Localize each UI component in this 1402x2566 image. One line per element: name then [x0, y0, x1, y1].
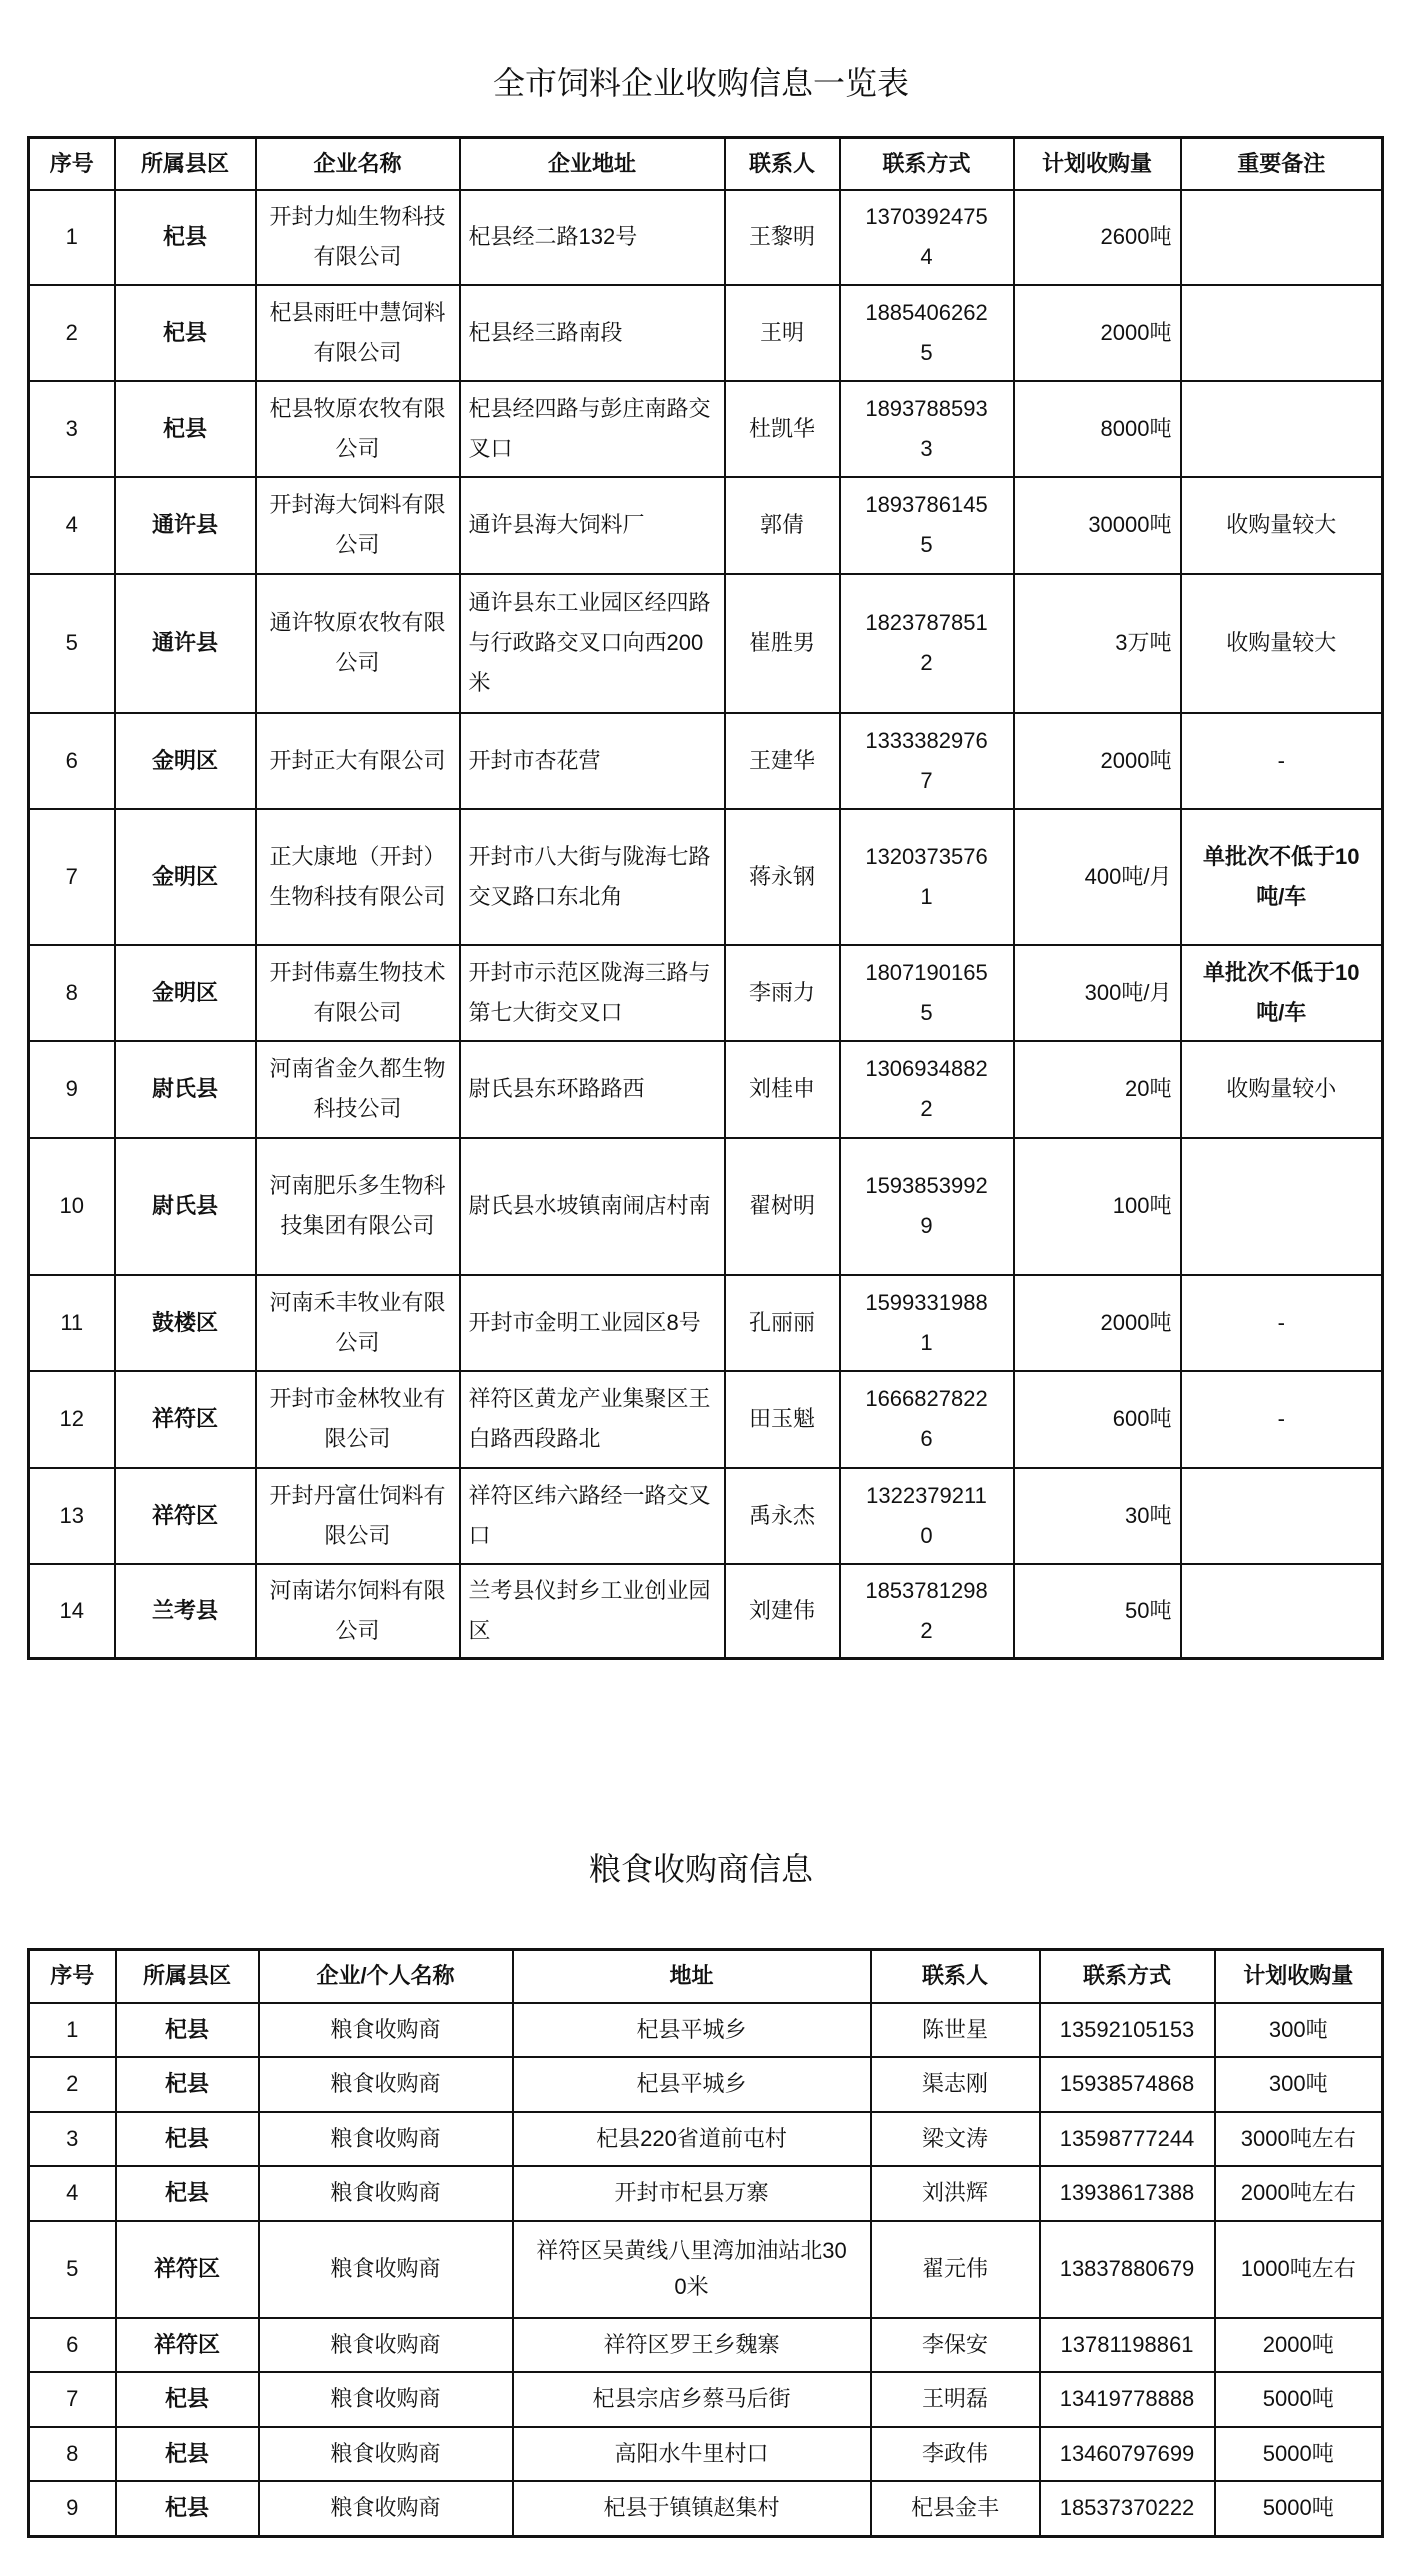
address-cell: 兰考县仪封乡工业创业园区 [460, 1564, 725, 1659]
contact-person-cell: 禹永杰 [725, 1468, 840, 1564]
phone-number: 18854062625 [865, 299, 988, 365]
row-number: 13 [29, 1468, 115, 1564]
address-cell: 杞县平城乡 [513, 2057, 871, 2112]
col-header: 序号 [29, 1950, 116, 2003]
address-cell: 通许县东工业园区经四路与行政路交叉口向西200米 [460, 574, 725, 713]
table-header-row [29, 1950, 1383, 2003]
company-name-cell: 开封伟嘉生物技术有限公司 [256, 945, 460, 1041]
phone-cell [840, 1138, 1014, 1275]
phone-number: 13069348822 [865, 1056, 988, 1121]
col-header: 计划收购量 [1215, 1950, 1383, 2003]
note-cell: 收购量较小 [1181, 1041, 1383, 1138]
buyer-name-cell: 粮食收购商 [259, 2112, 513, 2166]
phone-number: 18071901655 [865, 959, 988, 1025]
address-cell: 开封市杞县万寨 [513, 2166, 871, 2221]
phone-number: 18937885933 [865, 395, 988, 461]
phone-cell [840, 809, 1014, 945]
table-row [29, 190, 1383, 285]
note-cell: 单批次不低于10吨/车 [1181, 945, 1383, 1041]
row-number: 2 [29, 2057, 116, 2112]
company-name-cell: 开封正大有限公司 [256, 713, 460, 809]
company-name-cell: 杞县牧原农牧有限公司 [256, 381, 460, 477]
county-cell: 杞县 [115, 285, 256, 381]
row-number: 5 [29, 574, 115, 713]
phone-cell: 15938574868 [1040, 2057, 1215, 2112]
col-header: 企业/个人名称 [259, 1950, 513, 2003]
row-number: 7 [29, 809, 115, 945]
county-cell: 杞县 [116, 2112, 259, 2166]
planned-quantity-cell: 2000吨左右 [1215, 2166, 1383, 2221]
contact-person-cell: 王建华 [725, 713, 840, 809]
note-cell [1181, 1564, 1383, 1659]
phone-cell [840, 713, 1014, 809]
row-number: 10 [29, 1138, 115, 1275]
table-row [29, 285, 1383, 381]
contact-person-cell: 蒋永钢 [725, 809, 840, 945]
table-row [29, 2221, 1383, 2318]
contact-person-cell: 王明 [725, 285, 840, 381]
grain-table-title: 粮食收购商信息 [588, 1851, 813, 1887]
planned-quantity-cell: 300吨/月 [1014, 945, 1181, 1041]
row-number: 12 [29, 1371, 115, 1468]
table-row [29, 1468, 1383, 1564]
feed-enterprise-table [27, 136, 1384, 1660]
company-name-cell: 河南肥乐多生物科技集团有限公司 [256, 1138, 460, 1275]
county-cell: 杞县 [116, 2372, 259, 2427]
contact-person-cell: 李雨力 [725, 945, 840, 1041]
planned-quantity-cell: 2600吨 [1014, 190, 1181, 285]
note-cell [1181, 1468, 1383, 1564]
address-cell: 尉氏县水坡镇南闹店村南 [460, 1138, 725, 1275]
planned-quantity-cell: 50吨 [1014, 1564, 1181, 1659]
phone-cell: 18537370222 [1040, 2481, 1215, 2537]
row-number: 8 [29, 2427, 116, 2481]
contact-person-cell: 王明磊 [871, 2372, 1040, 2427]
county-cell: 杞县 [115, 381, 256, 477]
note-cell: - [1181, 1275, 1383, 1371]
county-cell: 金明区 [115, 945, 256, 1041]
address-cell: 杞县220省道前屯村 [513, 2112, 871, 2166]
company-name-cell: 河南禾丰牧业有限公司 [256, 1275, 460, 1371]
col-header: 计划收购量 [1014, 138, 1181, 190]
col-header: 联系人 [871, 1950, 1040, 2003]
contact-person-cell: 李保安 [871, 2318, 1040, 2372]
phone-number: 15993319881 [865, 1289, 988, 1355]
phone-cell [840, 381, 1014, 477]
table-row [29, 477, 1383, 574]
buyer-name-cell: 粮食收购商 [259, 2427, 513, 2481]
row-number: 11 [29, 1275, 115, 1371]
address-cell: 祥符区吴黄线八里湾加油站北300米 [513, 2221, 871, 2318]
planned-quantity-cell: 5000吨 [1215, 2481, 1383, 2537]
phone-number: 18237878512 [865, 610, 988, 675]
table-row [29, 2166, 1383, 2221]
address-cell: 开封市杏花营 [460, 713, 725, 809]
phone-cell [840, 190, 1014, 285]
county-cell: 杞县 [116, 2057, 259, 2112]
county-cell: 祥符区 [115, 1468, 256, 1564]
note-cell [1181, 190, 1383, 285]
phone-number: 13703924754 [865, 204, 988, 269]
planned-quantity-cell: 3000吨左右 [1215, 2112, 1383, 2166]
row-number: 8 [29, 945, 115, 1041]
contact-person-cell: 田玉魁 [725, 1371, 840, 1468]
address-cell: 祥符区罗王乡魏寨 [513, 2318, 871, 2372]
phone-number: 18537812982 [865, 1577, 988, 1643]
planned-quantity-cell: 3万吨 [1014, 574, 1181, 713]
phone-cell: 13592105153 [1040, 2003, 1215, 2057]
planned-quantity-cell: 1000吨左右 [1215, 2221, 1383, 2318]
row-number: 6 [29, 2318, 116, 2372]
col-header: 地址 [513, 1950, 871, 2003]
note-cell: 单批次不低于10吨/车 [1181, 809, 1383, 945]
county-cell: 通许县 [115, 477, 256, 574]
contact-person-cell: 杜凯华 [725, 381, 840, 477]
planned-quantity-cell: 20吨 [1014, 1041, 1181, 1138]
phone-cell: 13837880679 [1040, 2221, 1215, 2318]
address-cell: 高阳水牛里村口 [513, 2427, 871, 2481]
phone-cell [840, 285, 1014, 381]
row-number: 3 [29, 2112, 116, 2166]
table-row [29, 381, 1383, 477]
table-row [29, 2318, 1383, 2372]
grain-buyer-table [27, 1948, 1384, 2538]
planned-quantity-cell: 30000吨 [1014, 477, 1181, 574]
contact-person-cell: 刘洪辉 [871, 2166, 1040, 2221]
note-cell [1181, 285, 1383, 381]
county-cell: 杞县 [116, 2003, 259, 2057]
phone-cell [840, 574, 1014, 713]
contact-person-cell: 郭倩 [725, 477, 840, 574]
col-header: 序号 [29, 138, 115, 190]
county-cell: 兰考县 [115, 1564, 256, 1659]
note-cell [1181, 1138, 1383, 1275]
address-cell: 祥符区黄龙产业集聚区王白路西段路北 [460, 1371, 725, 1468]
contact-person-cell: 崔胜男 [725, 574, 840, 713]
county-cell: 杞县 [116, 2481, 259, 2537]
address-cell: 杞县宗店乡蔡马后街 [513, 2372, 871, 2427]
county-cell: 杞县 [116, 2427, 259, 2481]
phone-cell [840, 1468, 1014, 1564]
contact-person-cell: 梁文涛 [871, 2112, 1040, 2166]
phone-number: 15938539929 [865, 1173, 988, 1238]
planned-quantity-cell: 300吨 [1215, 2057, 1383, 2112]
county-cell: 尉氏县 [115, 1041, 256, 1138]
col-header: 所属县区 [115, 138, 256, 190]
address-cell: 开封市示范区陇海三路与第七大街交叉口 [460, 945, 725, 1041]
buyer-name-cell: 粮食收购商 [259, 2372, 513, 2427]
table-row [29, 2057, 1383, 2112]
phone-cell [840, 945, 1014, 1041]
contact-person-cell: 杞县金丰 [871, 2481, 1040, 2537]
buyer-name-cell: 粮食收购商 [259, 2318, 513, 2372]
table-header-row [29, 138, 1383, 190]
buyer-name-cell: 粮食收购商 [259, 2057, 513, 2112]
address-cell: 杞县平城乡 [513, 2003, 871, 2057]
note-cell [1181, 381, 1383, 477]
table-row [29, 2003, 1383, 2057]
table-row [29, 2427, 1383, 2481]
phone-cell [840, 1371, 1014, 1468]
planned-quantity-cell: 5000吨 [1215, 2427, 1383, 2481]
company-name-cell: 河南省金久都生物科技公司 [256, 1041, 460, 1138]
planned-quantity-cell: 100吨 [1014, 1138, 1181, 1275]
col-header: 重要备注 [1181, 138, 1383, 190]
note-cell: - [1181, 713, 1383, 809]
row-number: 4 [29, 2166, 116, 2221]
planned-quantity-cell: 600吨 [1014, 1371, 1181, 1468]
company-name-cell: 通许牧原农牧有限公司 [256, 574, 460, 713]
row-number: 7 [29, 2372, 116, 2427]
address-cell: 通许县海大饲料厂 [460, 477, 725, 574]
planned-quantity-cell: 400吨/月 [1014, 809, 1181, 945]
table-row [29, 809, 1383, 945]
phone-number: 13203735761 [865, 843, 988, 909]
buyer-name-cell: 粮食收购商 [259, 2221, 513, 2318]
company-name-cell: 河南诺尔饲料有限公司 [256, 1564, 460, 1659]
company-name-cell: 杞县雨旺中慧饲料有限公司 [256, 285, 460, 381]
phone-number: 13333829767 [865, 727, 988, 793]
planned-quantity-cell: 2000吨 [1014, 1275, 1181, 1371]
row-number: 9 [29, 1041, 115, 1138]
county-cell: 金明区 [115, 713, 256, 809]
county-cell: 祥符区 [115, 1371, 256, 1468]
company-name-cell: 开封力灿生物科技有限公司 [256, 190, 460, 285]
company-name-cell: 正大康地（开封）生物科技有限公司 [256, 809, 460, 945]
row-number: 14 [29, 1564, 115, 1659]
row-number: 1 [29, 2003, 116, 2057]
buyer-name-cell: 粮食收购商 [259, 2166, 513, 2221]
table-row [29, 574, 1383, 713]
planned-quantity-cell: 8000吨 [1014, 381, 1181, 477]
county-cell: 杞县 [115, 190, 256, 285]
row-number: 2 [29, 285, 115, 381]
contact-person-cell: 翟元伟 [871, 2221, 1040, 2318]
contact-person-cell: 翟树明 [725, 1138, 840, 1275]
contact-person-cell: 刘桂申 [725, 1041, 840, 1138]
row-number: 6 [29, 713, 115, 809]
phone-cell [840, 1041, 1014, 1138]
phone-cell [840, 1564, 1014, 1659]
phone-cell: 13460797699 [1040, 2427, 1215, 2481]
feed-table-title: 全市饲料企业收购信息一览表 [492, 65, 909, 101]
county-cell: 杞县 [116, 2166, 259, 2221]
planned-quantity-cell: 2000吨 [1014, 285, 1181, 381]
buyer-name-cell: 粮食收购商 [259, 2003, 513, 2057]
note-cell: 收购量较大 [1181, 574, 1383, 713]
table-row [29, 1371, 1383, 1468]
address-cell: 杞县经四路与彭庄南路交叉口 [460, 381, 725, 477]
planned-quantity-cell: 30吨 [1014, 1468, 1181, 1564]
contact-person-cell: 李政伟 [871, 2427, 1040, 2481]
contact-person-cell: 王黎明 [725, 190, 840, 285]
address-cell: 开封市金明工业园区8号 [460, 1275, 725, 1371]
address-cell: 开封市八大街与陇海七路交叉路口东北角 [460, 809, 725, 945]
contact-person-cell: 孔丽丽 [725, 1275, 840, 1371]
county-cell: 祥符区 [116, 2318, 259, 2372]
phone-cell [840, 477, 1014, 574]
contact-person-cell: 刘建伟 [725, 1564, 840, 1659]
row-number: 3 [29, 381, 115, 477]
row-number: 5 [29, 2221, 116, 2318]
table-row [29, 2372, 1383, 2427]
col-header: 联系方式 [1040, 1950, 1215, 2003]
planned-quantity-cell: 300吨 [1215, 2003, 1383, 2057]
county-cell: 通许县 [115, 574, 256, 713]
phone-cell: 13598777244 [1040, 2112, 1215, 2166]
address-cell: 杞县经三路南段 [460, 285, 725, 381]
col-header: 企业地址 [460, 138, 725, 190]
planned-quantity-cell: 2000吨 [1215, 2318, 1383, 2372]
row-number: 1 [29, 190, 115, 285]
note-cell: - [1181, 1371, 1383, 1468]
note-cell: 收购量较大 [1181, 477, 1383, 574]
county-cell: 金明区 [115, 809, 256, 945]
phone-number: 18937861455 [865, 492, 988, 557]
col-header: 联系人 [725, 138, 840, 190]
col-header: 所属县区 [116, 1950, 259, 2003]
contact-person-cell: 陈世星 [871, 2003, 1040, 2057]
buyer-name-cell: 粮食收购商 [259, 2481, 513, 2537]
address-cell: 尉氏县东环路路西 [460, 1041, 725, 1138]
phone-number: 16668278226 [865, 1386, 988, 1451]
row-number: 4 [29, 477, 115, 574]
table-row [29, 713, 1383, 809]
company-name-cell: 开封海大饲料有限公司 [256, 477, 460, 574]
phone-number: 13223792110 [866, 1482, 987, 1548]
contact-person-cell: 渠志刚 [871, 2057, 1040, 2112]
table-row [29, 1138, 1383, 1275]
address-cell: 杞县经二路132号 [460, 190, 725, 285]
col-header: 联系方式 [840, 138, 1014, 190]
county-cell: 祥符区 [116, 2221, 259, 2318]
planned-quantity-cell: 5000吨 [1215, 2372, 1383, 2427]
table-row [29, 1564, 1383, 1659]
table-row [29, 2112, 1383, 2166]
table-row [29, 945, 1383, 1041]
table-row [29, 1041, 1383, 1138]
planned-quantity-cell: 2000吨 [1014, 713, 1181, 809]
county-cell: 尉氏县 [115, 1138, 256, 1275]
address-cell: 杞县于镇镇赵集村 [513, 2481, 871, 2537]
col-header: 企业名称 [256, 138, 460, 190]
row-number: 9 [29, 2481, 116, 2537]
phone-cell: 13419778888 [1040, 2372, 1215, 2427]
phone-cell: 13781198861 [1040, 2318, 1215, 2372]
table-row [29, 2481, 1383, 2537]
address-cell: 祥符区纬六路经一路交叉口 [460, 1468, 725, 1564]
county-cell: 鼓楼区 [115, 1275, 256, 1371]
company-name-cell: 开封丹富仕饲料有限公司 [256, 1468, 460, 1564]
phone-cell: 13938617388 [1040, 2166, 1215, 2221]
phone-cell [840, 1275, 1014, 1371]
table-row [29, 1275, 1383, 1371]
company-name-cell: 开封市金林牧业有限公司 [256, 1371, 460, 1468]
